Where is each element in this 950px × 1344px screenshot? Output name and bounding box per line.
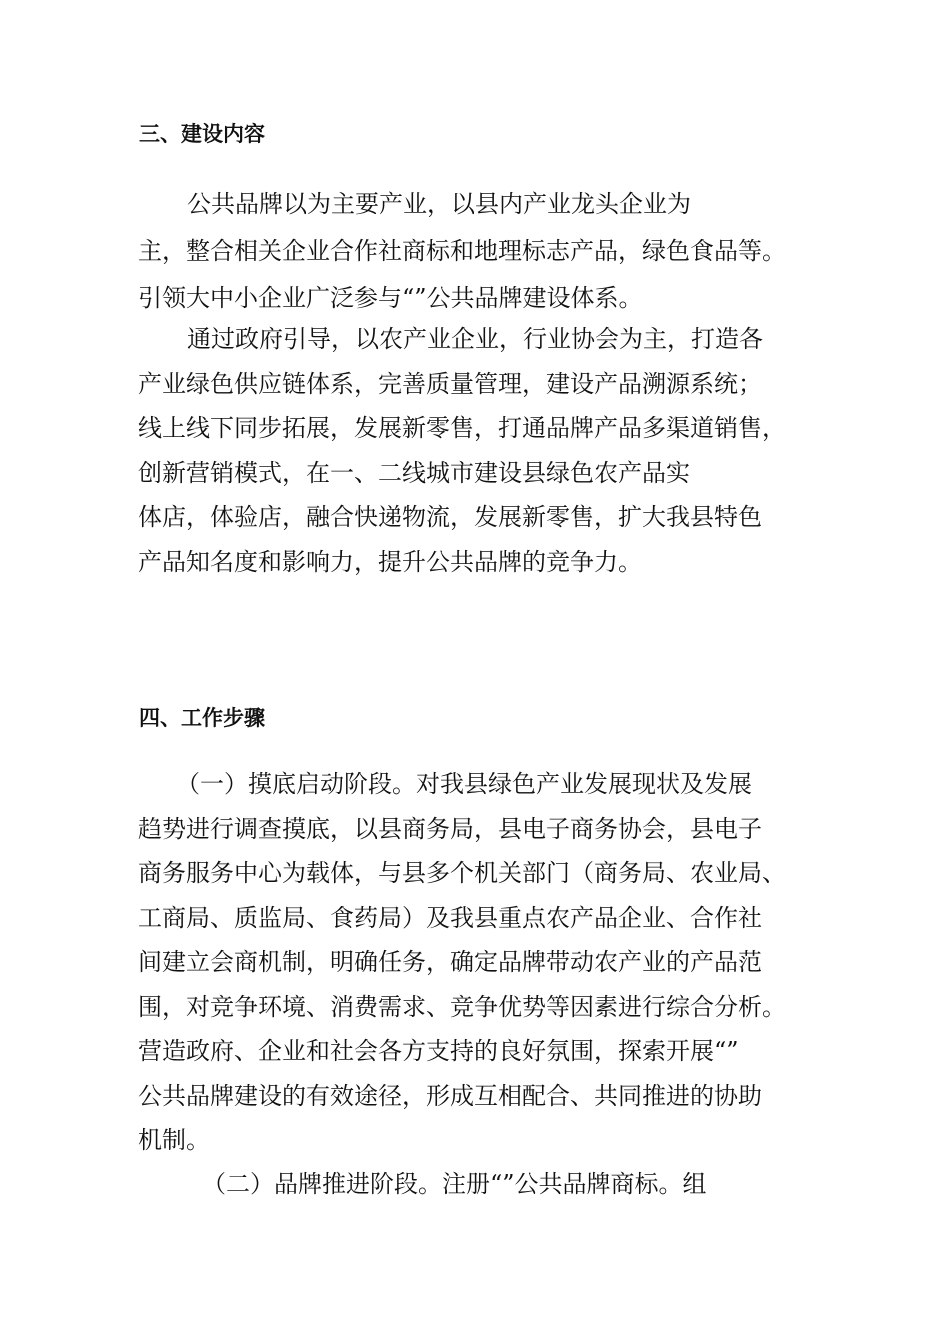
paragraph-line: 引领大中小企业广泛参与“”公共品牌建设体系。	[138, 284, 643, 312]
paragraph-line: 公共品牌建设的有效途径，形成互相配合、共同推进的协助	[138, 1082, 762, 1110]
paragraph-line: 创新营销模式，在一、二线城市建设县绿色农产品实	[138, 459, 690, 487]
paragraph-line: 线上线下同步拓展，发展新零售，打通品牌产品多渠道销售，	[138, 414, 786, 442]
paragraph-line: 产品知名度和影响力，提升公共品牌的竞争力。	[138, 548, 642, 576]
paragraph-line: 围，对竞争环境、消费需求、竞争优势等因素进行综合分析。	[138, 993, 786, 1021]
paragraph-line: 营造政府、企业和社会各方支持的良好氛围，探索开展“”	[138, 1037, 739, 1065]
paragraph-line: 公共品牌以为主要产业，以县内产业龙头企业为	[187, 190, 691, 218]
section-heading-construction-content: 三、建设内容	[139, 121, 265, 146]
paragraph-line: （一）摸底启动阶段。对我县绿色产业发展现状及发展	[176, 770, 752, 798]
paragraph-line: 产业绿色供应链体系，完善质量管理，建设产品溯源系统；	[138, 370, 762, 398]
paragraph-line: （二）品牌推进阶段。注册“”公共品牌商标。组	[202, 1170, 707, 1198]
paragraph-line: 通过政府引导，以农产业企业，行业协会为主，打造各	[187, 325, 763, 353]
paragraph-line: 主，整合相关企业合作社商标和地理标志产品，绿色食品等。	[138, 237, 786, 265]
paragraph-line: 机制。	[138, 1126, 210, 1154]
paragraph-line: 趋势进行调查摸底，以县商务局，县电子商务协会，县电子	[138, 815, 762, 843]
paragraph-line: 间建立会商机制，明确任务，确定品牌带动农产业的产品范	[138, 948, 762, 976]
paragraph-line: 工商局、质监局、食药局）及我县重点农产品企业、合作社	[138, 904, 762, 932]
paragraph-line: 体店，体验店，融合快递物流，发展新零售，扩大我县特色	[138, 503, 762, 531]
section-heading-work-steps: 四、工作步骤	[139, 705, 265, 730]
paragraph-line: 商务服务中心为载体，与县多个机关部门（商务局、农业局、	[138, 859, 786, 887]
